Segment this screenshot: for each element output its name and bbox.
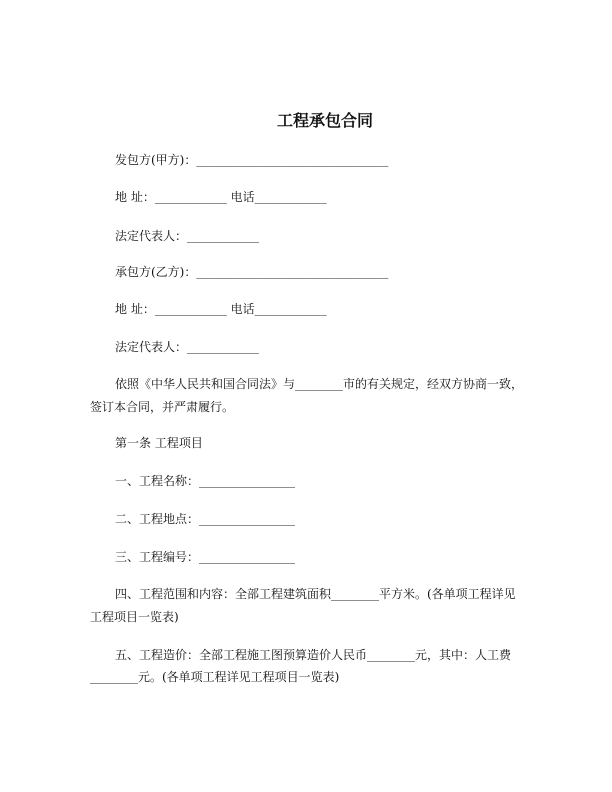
project-scope-line-1: 四、工程范围和内容：全部工程建筑面积________平方米。(各单项工程详见	[115, 587, 516, 601]
party-a-address-line: 地 址：____________ 电话____________	[115, 190, 327, 204]
party-b-address-line: 地 址：____________ 电话____________	[115, 302, 327, 316]
party-b-representative-line: 法定代表人：____________	[115, 340, 260, 354]
party-b-line: 承包方(乙方)：________________________________	[115, 265, 389, 279]
project-location-line: 二、工程地点：________________	[115, 512, 296, 526]
project-name-line: 一、工程名称：________________	[115, 474, 296, 488]
document-title: 工程承包合同	[276, 111, 373, 130]
project-scope-line-2: 工程项目一览表)	[90, 610, 179, 624]
article-1-heading: 第一条 工程项目	[115, 436, 203, 450]
party-a-line: 发包方(甲方)：________________________________	[115, 153, 389, 167]
project-cost-line-2: ________元。(各单项工程详见工程项目一览表)	[90, 670, 340, 684]
project-number-line: 三、工程编号：________________	[115, 550, 296, 564]
project-cost-line-1: 五、工程造价：全部工程施工图预算造价人民币________元，其中：人工费	[115, 648, 512, 662]
party-a-representative-line: 法定代表人：____________	[115, 229, 260, 243]
preamble-line-1: 依照《中华人民共和国合同法》与________市的有关规定，经双方协商一致，	[115, 377, 524, 391]
preamble-line-2: 签订本合同，并严肃履行。	[90, 400, 235, 414]
